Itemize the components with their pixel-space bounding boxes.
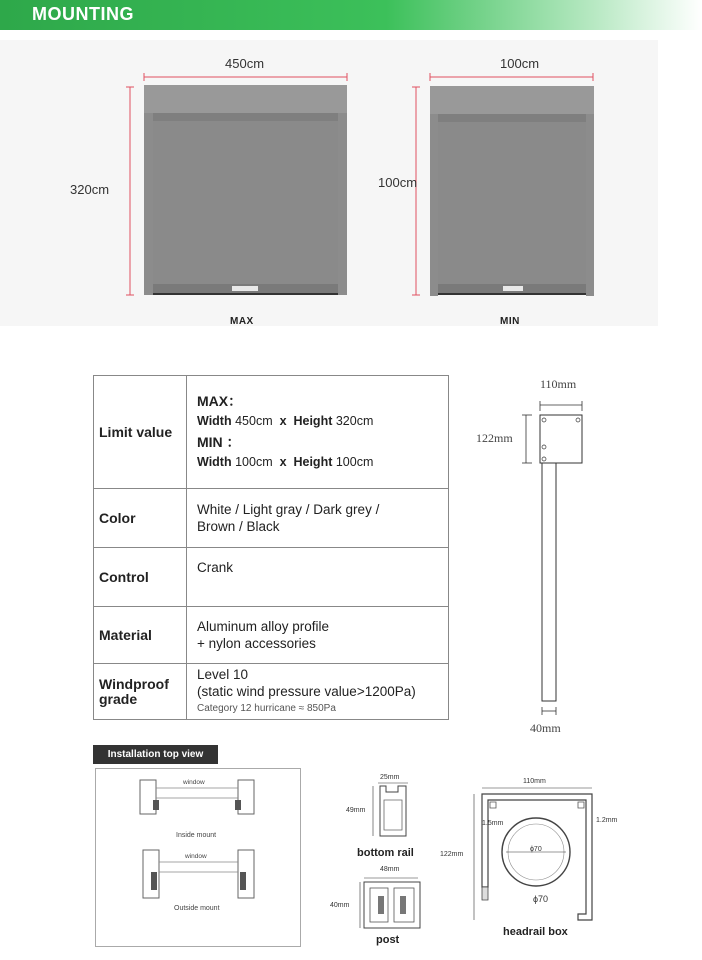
limit-max-title: MAX：: [197, 393, 243, 409]
spec-value-limit: [187, 376, 449, 489]
material-line-2: + nylon accessories: [197, 636, 316, 651]
limit-min-line: Width 100cm x Height 100cm: [197, 455, 374, 469]
post-profile-width-label: 48mm: [380, 866, 400, 873]
spec-row-color: [94, 489, 449, 548]
bottom-rail-caption: bottom rail: [357, 847, 414, 859]
max-caption: MAX: [230, 316, 254, 327]
headrail-height-label: 122mm: [440, 851, 464, 858]
post-profile-caption: post: [376, 934, 400, 946]
post-profile-height-label: 40mm: [330, 902, 350, 909]
window-label-inside: window: [183, 779, 205, 786]
spec-label-limit: Limit value: [94, 376, 187, 489]
post-profile-drawing: [356, 866, 436, 936]
section-header-bar: [0, 0, 702, 30]
headrail-caption: headrail box: [503, 926, 568, 938]
color-line-2: Brown / Black: [197, 519, 280, 534]
max-height-label: 320cm: [70, 182, 110, 197]
spec-value-control: Crank: [187, 548, 449, 607]
spec-row-control: [94, 548, 449, 607]
spec-row-limit: [94, 376, 449, 489]
installation-badge: Installation top view: [93, 745, 218, 764]
post-width-label: 40mm: [530, 721, 561, 735]
headrail-thickness-1: 1.5mm: [482, 820, 504, 827]
outside-mount-caption: Outside mount: [174, 905, 220, 912]
spec-row-material: [94, 607, 449, 664]
max-width-label: 450cm: [225, 56, 265, 71]
limit-max-line: Width 450cm x Height 320cm: [197, 414, 374, 428]
max-shutter-drawing: [126, 73, 347, 295]
headrail-thickness-2: 1.2mm: [596, 817, 618, 824]
min-height-label: 100cm: [378, 175, 418, 190]
spec-value-material: [187, 607, 449, 664]
color-line-1: White / Light gray / Dark grey /: [197, 502, 380, 517]
spec-value-windproof: [187, 664, 449, 720]
min-caption: MIN: [500, 316, 520, 327]
post-top-width-label: 110mm: [540, 377, 577, 391]
windproof-note: Category 12 hurricane ≈ 850Pa: [197, 703, 336, 714]
bottom-rail-width-label: 25mm: [380, 774, 400, 781]
spec-row-windproof: [94, 664, 449, 720]
spec-label-windproof: Windproof grade: [94, 664, 187, 720]
inside-mount-caption: Inside mount: [176, 832, 217, 839]
spec-value-color: [187, 489, 449, 548]
headrail-diameter-2: ϕ70: [533, 894, 549, 904]
min-width-label: 100cm: [500, 56, 540, 71]
material-line-1: Aluminum alloy profile: [197, 619, 330, 634]
limit-min-title: MIN ：: [197, 434, 241, 450]
window-label-outside: window: [185, 853, 207, 860]
headrail-diameter-1: ϕ70: [530, 846, 542, 853]
section-title: MOUNTING: [32, 4, 134, 24]
bottom-rail-height-label: 49mm: [346, 807, 366, 814]
spec-table: [93, 375, 449, 720]
spec-label-control: Control: [94, 548, 187, 607]
post-box-height-label: 122mm: [476, 431, 513, 445]
windproof-line-1: Level 10: [197, 667, 249, 682]
headrail-width-label: 110mm: [523, 778, 546, 785]
spec-label-color: Color: [94, 489, 187, 548]
bottom-rail-drawing: [360, 780, 430, 840]
windproof-line-2: (static wind pressure value>1200Pa): [197, 684, 416, 699]
min-shutter-drawing: [412, 73, 594, 296]
spec-label-material: Material: [94, 607, 187, 664]
